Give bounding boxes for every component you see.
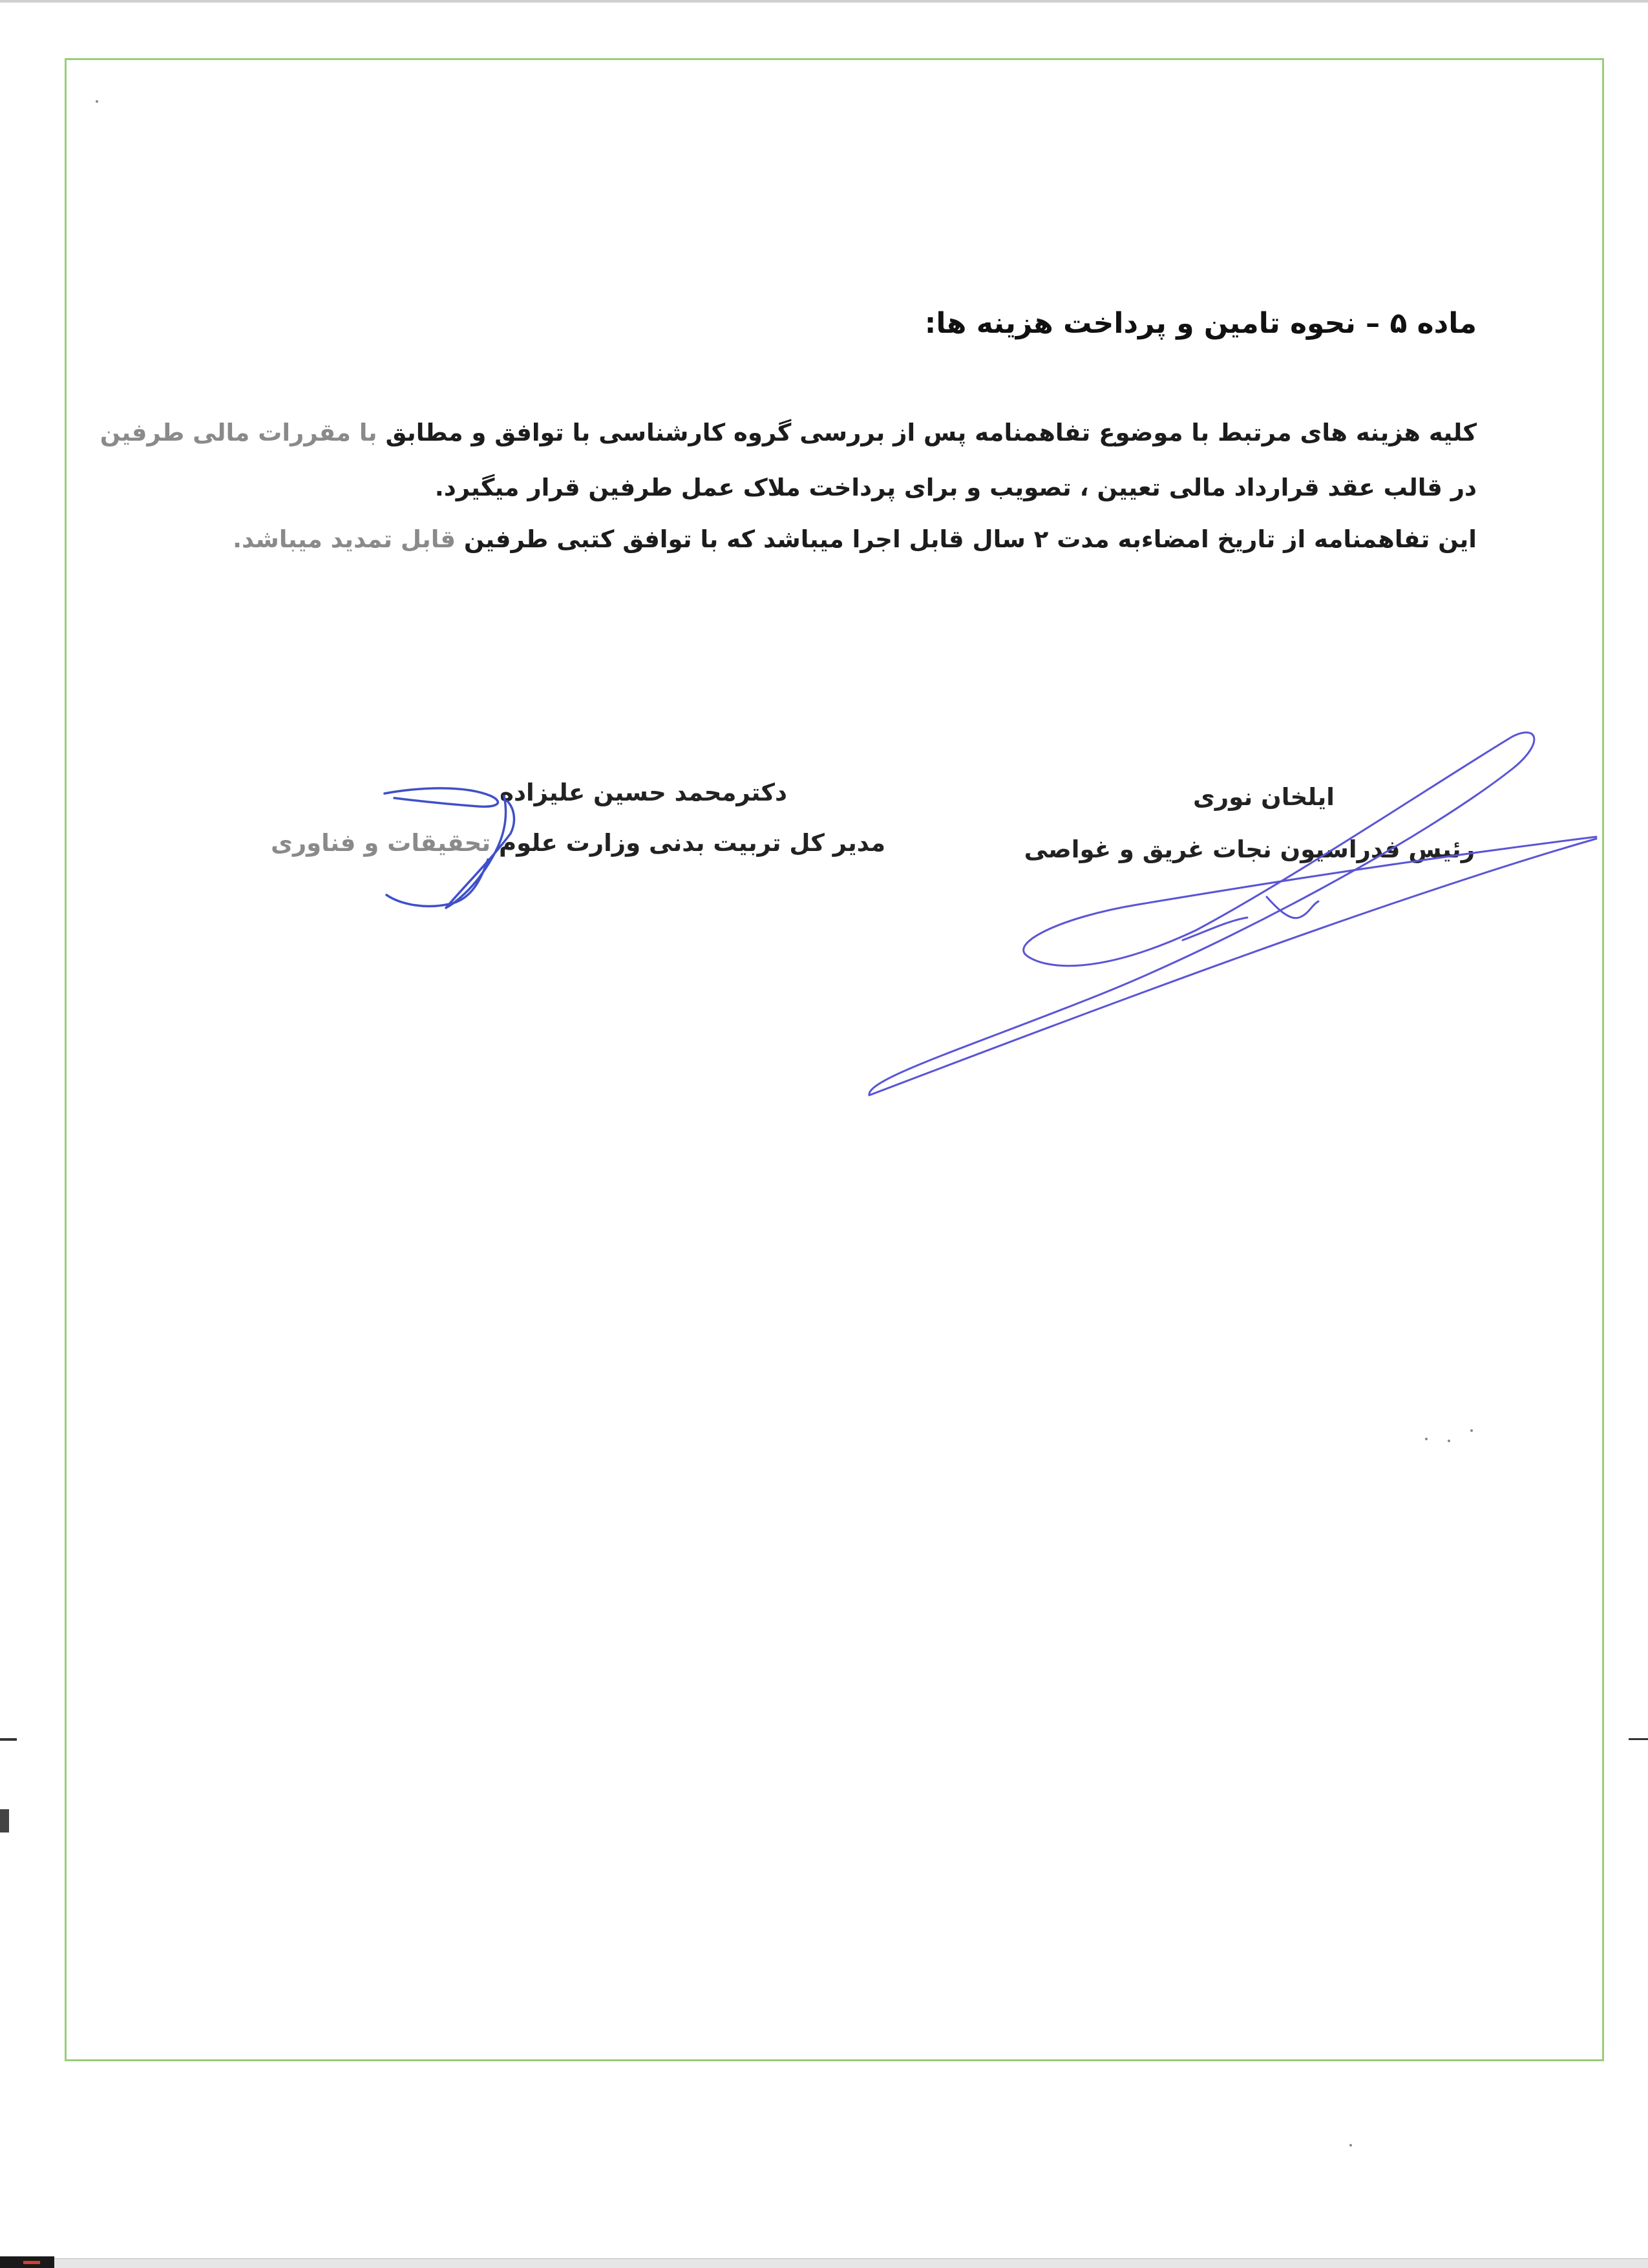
body-line-3-faded: قابل تمدید میباشد. — [232, 525, 464, 553]
scan-top-edge — [0, 0, 1648, 3]
body-line-1-faded: با مقررات مالی طرفین — [100, 419, 386, 446]
scan-speck — [1349, 2144, 1352, 2147]
scan-left-mark — [0, 1738, 17, 1741]
scan-speck — [96, 100, 98, 103]
body-line-1-main: کلیه هزینه های مرتبط با موضوع تفاهمنامه پس از بررسی گروه کارشناسی با توافق و مطابق — [385, 419, 1477, 446]
body-line-3-main: این تفاهمنامه از تاریخ امضاءبه مدت ۲ سال قابل اجرا میباشد که با توافق کتبی طرفین — [463, 525, 1477, 553]
right-signatory-title: رئیس فدراسیون نجات غریق و غواصی — [1024, 835, 1475, 863]
scan-speck — [1425, 1438, 1428, 1440]
body-line-1 — [100, 419, 1477, 446]
left-signatory-title — [271, 829, 885, 857]
left-signatory-title-faded: تحقیقات و فناوری — [270, 829, 500, 857]
body-line-2: در قالب عقد قرارداد مالی تعیین ، تصویب و برای پرداخت ملاک عمل طرفین قرار میگیرد. — [434, 474, 1477, 501]
scan-right-mark — [1629, 1738, 1648, 1740]
page-border — [65, 58, 1604, 2061]
scan-bottom-edge — [0, 2258, 1648, 2268]
left-signatory-name: دکترمحمد حسین علیزاده — [500, 779, 787, 806]
right-signatory-name: ایلخان نوری — [1192, 783, 1335, 811]
scan-speck — [1470, 1429, 1473, 1432]
scan-corner-tag — [0, 2256, 54, 2268]
scan-speck — [1448, 1440, 1450, 1442]
body-line-3 — [233, 525, 1477, 553]
scan-left-block — [0, 1809, 9, 1832]
left-signatory-title-main: مدیر کل تربیت بدنی وزارت علوم — [499, 829, 885, 857]
article-heading: ماده ۵ – نحوه تامین و پرداخت هزینه ها: — [924, 307, 1477, 340]
